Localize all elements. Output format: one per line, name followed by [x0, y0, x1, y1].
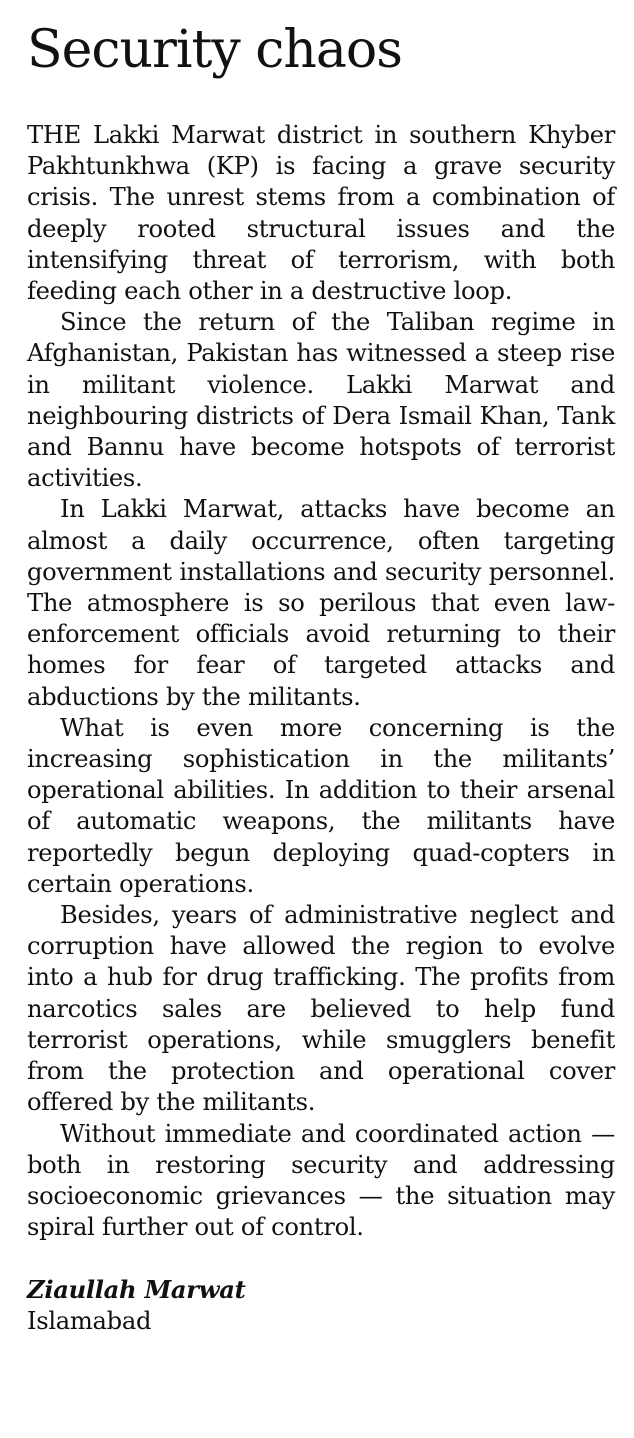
letter-body — [27, 120, 615, 1243]
letter — [27, 18, 615, 1337]
author-name: Ziaullah Marwat — [27, 1275, 246, 1305]
letter-paragraph: Since the return of the Taliban regime in Afghanistan, Pakistan has witnessed a steep rise in militant violence. Lakki Marwat and neighbouring districts of Dera Ismail Khan, Tank and Bannu have become hotspots of terrorist activities. — [27, 308, 615, 493]
letter-paragraph: In Lakki Marwat, attacks have become an almost a daily occurrence, often targeting government installations and security personnel. The atmosphere is so perilous that even law-enforcement officials avoid returning to their homes for fear of targeted attacks and abductions by the militants. — [27, 495, 615, 711]
letter-signoff — [27, 1274, 615, 1336]
letter-title: Security chaos — [27, 20, 402, 80]
letter-paragraph: Besides, years of administrative neglect and corruption have allowed the region to evolve into a hub for drug trafficking. The profits from narcotics sales are believed to help fund terrorist operations, while smugglers benefit from the protection and operational cover offered by the militants. — [27, 901, 615, 1117]
letter-paragraph: Without immediate and coordinated action — both in restoring security and addressing socioeconomic grievances — the situation may spiral further out of control. — [27, 1119, 615, 1242]
letter-paragraph: THE Lakki Marwat district in southern Khyber Pakhtunkhwa (KP) is facing a grave security crisis. The unrest stems from a combination of deeply rooted structural issues and the intensifying threat of terrorism, with both feeding each other in a destructive loop. — [27, 121, 615, 306]
author-location: Islamabad — [27, 1306, 152, 1335]
letter-paragraph: What is even more concerning is the increasing sophistication in the militants’ operational abilities. In addition to their arsenal of automatic weapons, the militants have reportedly begun deploying quad-copters in certain operations. — [27, 713, 615, 898]
